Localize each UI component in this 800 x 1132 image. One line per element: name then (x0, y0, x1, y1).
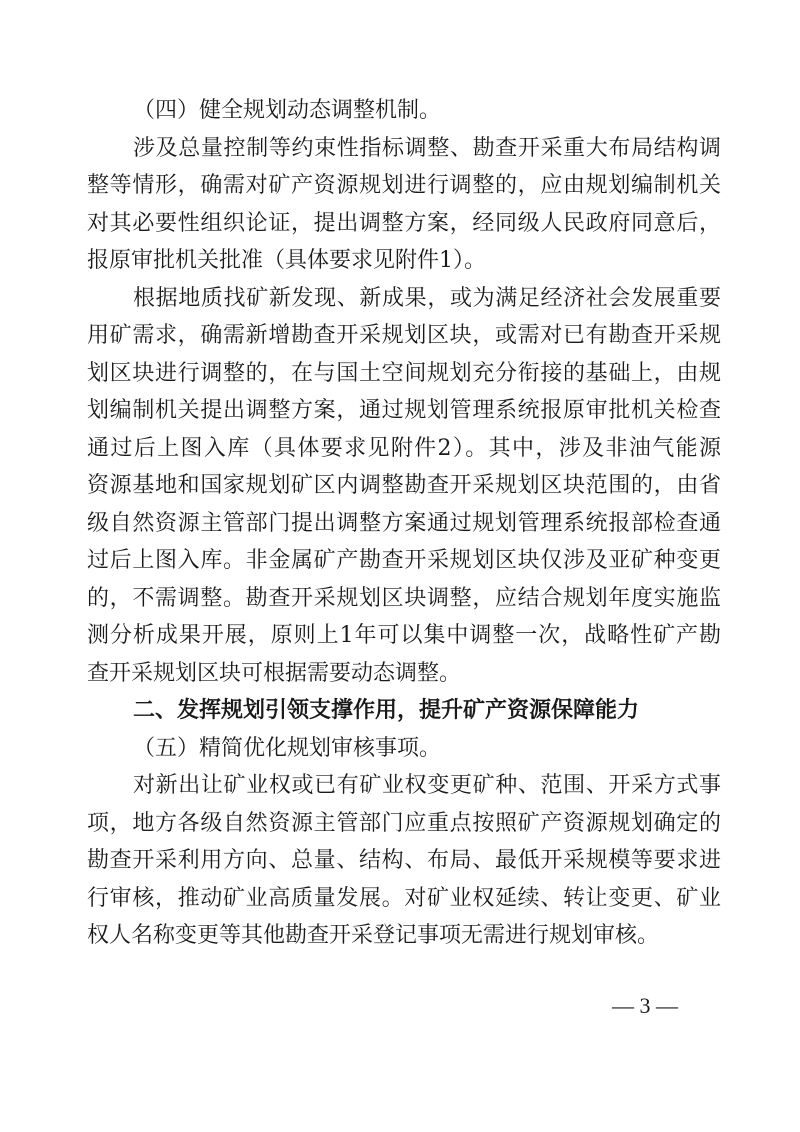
subsection-heading: （五）精简优化规划审核事项。 (133, 735, 442, 761)
paragraph-line: 资源基地和国家规划矿区内调整勘查开采规划区块范围的，由省 (87, 473, 721, 498)
paragraph-line: 划区块进行调整的，在与国土空间规划充分衔接的基础上，由规 (87, 360, 721, 386)
paragraph-line: 级自然资源主管部门提出调整方案通过规划管理系统报部检查通 (87, 510, 721, 536)
paragraph-line: 报原审批机关批准（具体要求见附件1）。 (87, 248, 486, 273)
paragraph-line: 涉及总量控制等约束性指标调整、勘查开采重大布局结构调 (133, 135, 721, 161)
paragraph-line: 过后上图入库。非金属矿产勘查开采规划区块仅涉及亚矿种变更 (87, 548, 721, 573)
paragraph-line: 行审核，推动矿业高质量发展。对矿业权延续、转让变更、矿业 (87, 885, 721, 911)
paragraph-line: 整等情形，确需对矿产资源规划进行调整的，应由规划编制机关 (87, 173, 721, 198)
paragraph-line: 用矿需求，确需新增勘查开采规划区块，或需对已有勘查开采规 (87, 323, 721, 348)
paragraph-line: 对其必要性组织论证，提出调整方案，经同级人民政府同意后， (87, 210, 721, 236)
paragraph-line: 项，地方各级自然资源主管部门应重点按照矿产资源规划确定的 (87, 810, 721, 836)
paragraph-line: 对新出让矿业权或已有矿业权变更矿种、范围、开采方式事 (133, 773, 721, 798)
paragraph-line: 划编制机关提出调整方案，通过规划管理系统报原审批机关检查 (87, 398, 721, 423)
section-heading: 二、发挥规划引领支撑作用，提升矿产资源保障能力 (133, 698, 640, 723)
paragraph-line: 权人名称变更等其他勘查开采登记事项无需进行规划审核。 (87, 923, 660, 948)
subsection-heading: （四）健全规划动态调整机制。 (133, 98, 442, 123)
paragraph-line: 测分析成果开展，原则上1年可以集中调整一次，战略性矿产勘 (87, 623, 721, 648)
page-number: — 3 — (612, 993, 678, 1018)
paragraph-line: 勘查开采利用方向、总量、结构、布局、最低开采规模等要求进 (87, 848, 721, 873)
document-body (87, 92, 721, 955)
paragraph-line: 根据地质找矿新发现、新成果，或为满足经济社会发展重要 (133, 285, 721, 311)
paragraph-line: 查开采规划区块可根据需要动态调整。 (87, 660, 462, 686)
paragraph-line: 通过后上图入库（具体要求见附件2）。其中，涉及非油气能源 (87, 435, 721, 461)
paragraph-line: 的，不需调整。勘查开采规划区块调整，应结合规划年度实施监 (87, 585, 721, 611)
